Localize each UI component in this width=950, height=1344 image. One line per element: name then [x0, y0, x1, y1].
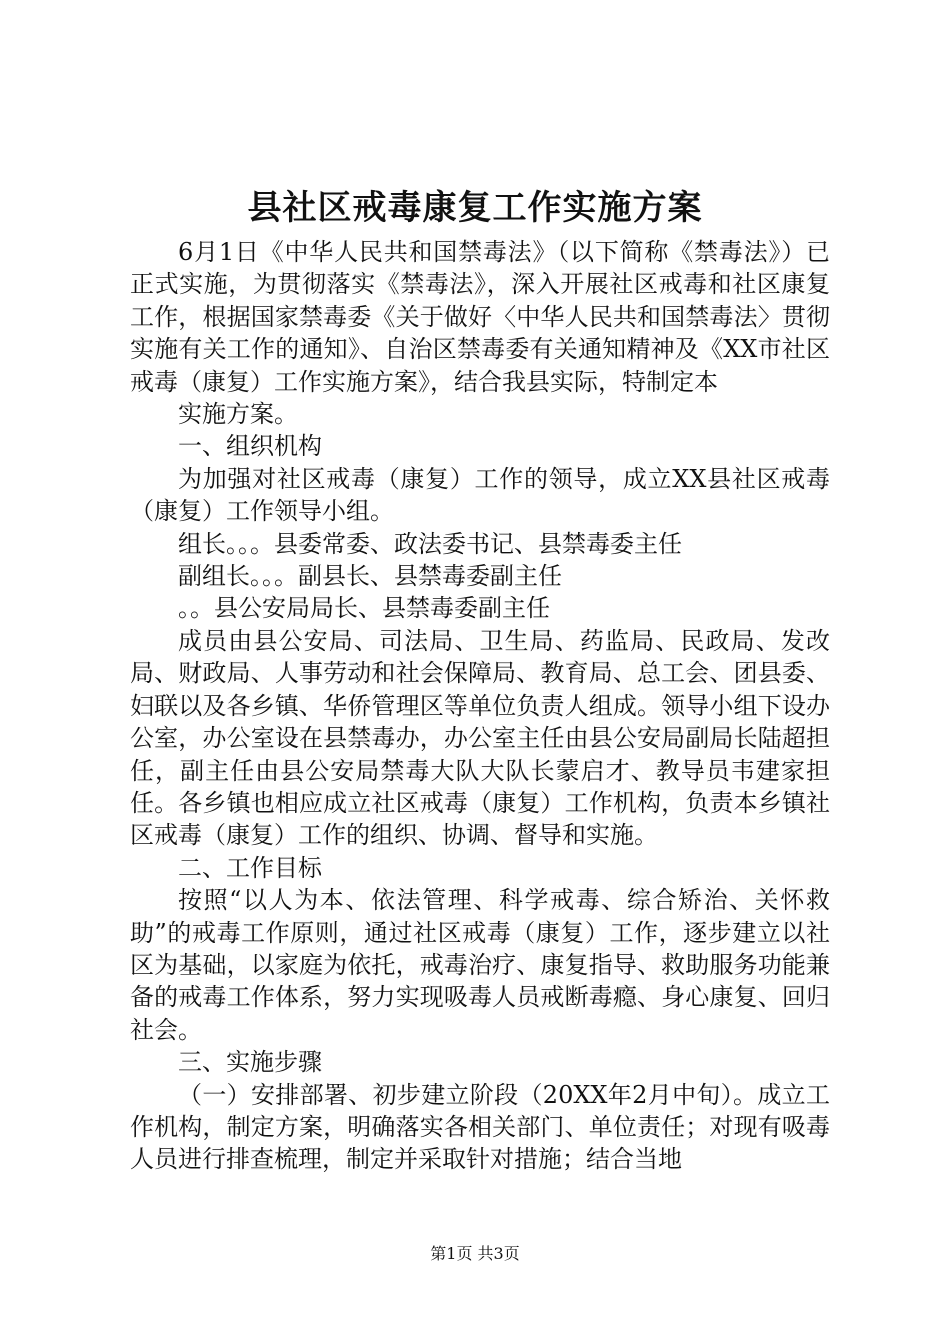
- paragraph-goals: 按照“以人为本、依法管理、科学戒毒、综合矫治、关怀救助”的戒毒工作原则，通过社区戒毒（康复）工作，逐步建立以社区为基础，以家庭为依托，戒毒治疗、康复指导、救助服务功能兼备的戒毒工作体系，努力实现吸毒人员戒断毒瘾、身心康复、回归社会。: [130, 886, 830, 1044]
- paragraph-members: 成员由县公安局、司法局、卫生局、药监局、民政局、发改局、财政局、人事劳动和社会保障局、教育局、总工会、团县委、妇联以及各乡镇、华侨管理区等单位负责人组成。领导小组下设办公室，办公室设在县禁毒办，办公室主任由县公安局副局长陆超担任，副主任由县公安局禁毒大队大队长蒙启才、教导员韦建家担任。各乡镇也相应成立社区戒毒（康复）工作机构，负责本乡镇社区戒毒（康复）工作的组织、协调、督导和实施。: [130, 626, 830, 850]
- paragraph-deputy-leader: 副组长。。。副县长、县禁毒委副主任: [178, 562, 562, 591]
- page-footer: 第1页 共3页: [430, 1244, 520, 1263]
- paragraph-intro: 6月1日《中华人民共和国禁毒法》（以下简称《禁毒法》）已正式实施，为贯彻落实《禁毒法》，深入开展社区戒毒和社区康复工作，根据国家禁毒委《关于做好〈中华人民共和国禁毒法〉贯彻实施有关工作的通知》、自治区禁毒委有关通知精神及《XX市社区戒毒（康复）工作实施方案》，结合我县实际，特制定本: [130, 238, 830, 396]
- paragraph-organization: 为加强对社区戒毒（康复）工作的领导，成立XX县社区戒毒（康复）工作领导小组。: [130, 464, 830, 526]
- document-body: [130, 236, 830, 1176]
- section-heading-goals: 二、工作目标: [178, 853, 322, 882]
- section-heading-organization: 一、组织机构: [178, 432, 322, 461]
- document-title: 县社区戒毒康复工作实施方案: [247, 188, 703, 228]
- paragraph-deputy-leader-2: 。。县公安局局长、县禁毒委副主任: [178, 594, 550, 623]
- section-heading-steps: 三、实施步骤: [178, 1048, 322, 1077]
- paragraph-intro-continued: 实施方案。: [178, 400, 298, 429]
- paragraph-leader: 组长。。。县委常委、政法委书记、县禁毒委主任: [178, 529, 682, 558]
- paragraph-step-one: （一）安排部署、初步建立阶段（20XX年2月中旬）。成立工作机构，制定方案，明确落实各相关部门、单位责任；对现有吸毒人员进行排查梳理，制定并采取针对措施；结合当地: [130, 1080, 830, 1174]
